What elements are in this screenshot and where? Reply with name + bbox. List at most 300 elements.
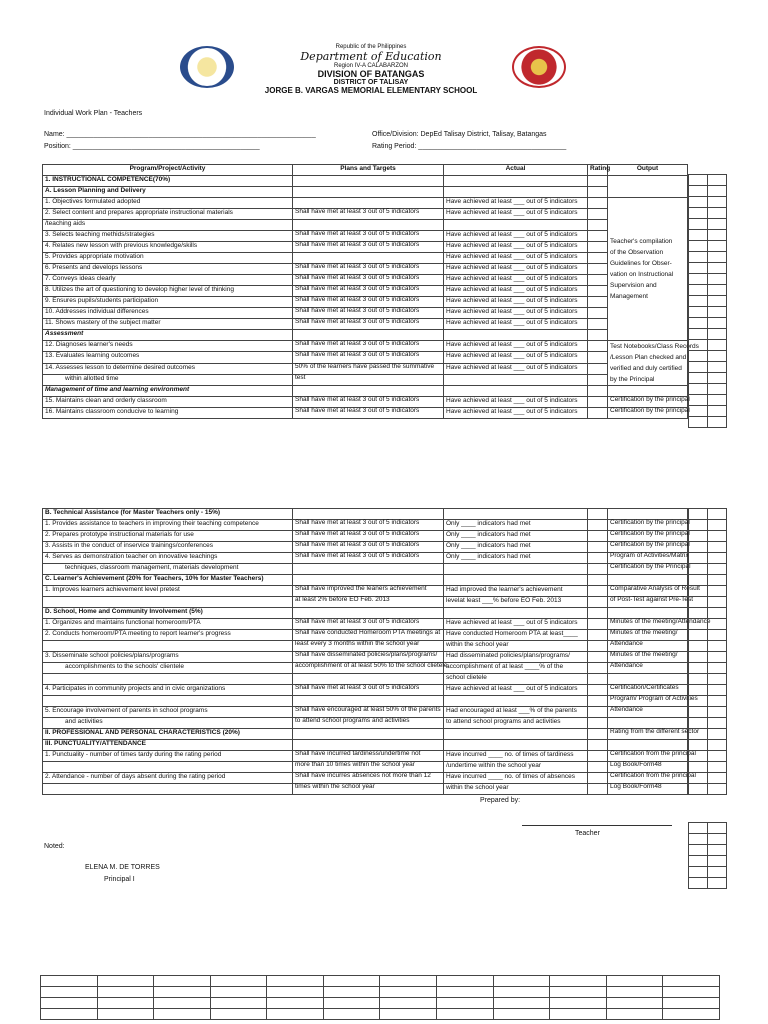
actual-cell bbox=[444, 220, 588, 231]
plans-cell bbox=[293, 330, 444, 341]
activity-cell bbox=[43, 696, 293, 707]
side-cell[interactable] bbox=[708, 318, 727, 329]
noted-label: Noted: bbox=[44, 843, 65, 850]
table-row bbox=[43, 586, 688, 597]
grid-cell[interactable] bbox=[323, 998, 380, 1009]
side-cell[interactable] bbox=[689, 230, 708, 241]
side-cell[interactable] bbox=[689, 285, 708, 296]
side-row bbox=[689, 663, 727, 674]
grid-cell[interactable] bbox=[437, 1009, 494, 1020]
grid-cell[interactable] bbox=[493, 1009, 550, 1020]
side-cell[interactable] bbox=[689, 241, 708, 252]
side-cell[interactable] bbox=[689, 175, 708, 186]
rating-cell[interactable] bbox=[588, 784, 608, 795]
grid-cell[interactable] bbox=[41, 1009, 98, 1020]
side-cell[interactable] bbox=[708, 823, 727, 834]
actual-cell: Have achieved at least ___ out of 5 indicators bbox=[444, 341, 588, 352]
table-row bbox=[43, 652, 688, 663]
rating-cell[interactable] bbox=[588, 308, 608, 319]
grid-cell[interactable] bbox=[210, 998, 267, 1009]
grid-cell[interactable] bbox=[154, 976, 211, 987]
rating-cell[interactable] bbox=[588, 542, 608, 553]
side-cell[interactable] bbox=[708, 751, 727, 762]
office-field: Office/Division: DepEd Talisay District, Talisay, Batangas bbox=[372, 131, 547, 138]
activity-cell: 2. Conducts homeroom/PTA meeting to report learner's progress bbox=[43, 630, 293, 641]
side-cell[interactable] bbox=[689, 329, 708, 340]
side-cell[interactable] bbox=[689, 274, 708, 285]
grid-cell[interactable] bbox=[267, 987, 324, 998]
side-cell[interactable] bbox=[689, 751, 708, 762]
side-cell[interactable] bbox=[708, 773, 727, 784]
rating-cell[interactable] bbox=[588, 397, 608, 408]
rating-cell[interactable] bbox=[588, 575, 608, 586]
side-cell[interactable] bbox=[708, 685, 727, 696]
rating-cell[interactable] bbox=[588, 564, 608, 575]
activity-cell: and activities bbox=[43, 718, 293, 729]
rating-cell[interactable] bbox=[588, 597, 608, 608]
side-cell[interactable] bbox=[689, 520, 708, 531]
rating-cell[interactable] bbox=[588, 608, 608, 619]
rating-cell[interactable] bbox=[588, 341, 608, 352]
activity-cell: 15. Maintains clean and orderly classroom bbox=[43, 397, 293, 408]
output-cell: Certification by the principal bbox=[608, 531, 688, 542]
side-cell[interactable] bbox=[708, 597, 727, 608]
grid-cell[interactable] bbox=[380, 987, 437, 998]
rating-cell[interactable] bbox=[588, 352, 608, 363]
grid-cell[interactable] bbox=[550, 1009, 607, 1020]
plans-cell: Shall have met at least 3 out of 5 indicators bbox=[293, 408, 444, 419]
side-cell[interactable] bbox=[708, 652, 727, 663]
grid-cell[interactable] bbox=[154, 1009, 211, 1020]
side-cell[interactable] bbox=[689, 406, 708, 417]
side-cell[interactable] bbox=[708, 307, 727, 318]
side-cell[interactable] bbox=[689, 718, 708, 729]
plans-cell: test bbox=[293, 374, 444, 385]
activity-cell: 4. Relates new lesson with previous knowledge/skills bbox=[43, 242, 293, 253]
side-cell[interactable] bbox=[689, 252, 708, 263]
actual-cell: Only ____ indicators had met bbox=[444, 531, 588, 542]
actual-cell bbox=[444, 176, 588, 187]
side-cell[interactable] bbox=[689, 608, 708, 619]
grid-cell[interactable] bbox=[41, 998, 98, 1009]
plans-cell: Shall have met at least 3 out of 5 indicators bbox=[293, 341, 444, 352]
grid-cell[interactable] bbox=[97, 976, 154, 987]
side-row bbox=[689, 652, 727, 663]
rating-cell[interactable] bbox=[588, 330, 608, 341]
activity-cell: Assessment bbox=[43, 330, 293, 341]
side-cell[interactable] bbox=[689, 685, 708, 696]
side-cell[interactable] bbox=[689, 373, 708, 384]
column-header: Plans and Targets bbox=[293, 165, 444, 176]
side-cell[interactable] bbox=[689, 351, 708, 362]
output-cell: Program of Activities/Matrix bbox=[608, 553, 688, 564]
side-cell[interactable] bbox=[689, 296, 708, 307]
side-cell[interactable] bbox=[708, 197, 727, 208]
grid-cell[interactable] bbox=[606, 976, 663, 987]
grid-cell[interactable] bbox=[323, 987, 380, 998]
plans-cell: Shall have met at least 3 out of 5 indicators bbox=[293, 297, 444, 308]
rating-cell[interactable] bbox=[588, 176, 608, 187]
actual-cell: school clietele bbox=[444, 674, 588, 685]
rating-cell[interactable] bbox=[588, 242, 608, 253]
activity-cell: 1. Punctuality - number of times tardy during the rating period bbox=[43, 751, 293, 762]
side-cell[interactable] bbox=[708, 230, 727, 241]
side-cell[interactable] bbox=[708, 674, 727, 685]
side-cell[interactable] bbox=[689, 823, 708, 834]
side-cell[interactable] bbox=[689, 729, 708, 740]
side-cell[interactable] bbox=[708, 834, 727, 845]
side-cell[interactable] bbox=[708, 696, 727, 707]
side-cell[interactable] bbox=[708, 395, 727, 406]
rating-cell[interactable] bbox=[588, 264, 608, 275]
side-cell[interactable] bbox=[689, 219, 708, 230]
actual-cell: Have achieved at least ___ out of 5 indicators bbox=[444, 685, 588, 696]
side-cell[interactable] bbox=[708, 641, 727, 652]
side-cell[interactable] bbox=[708, 340, 727, 351]
side-cell[interactable] bbox=[708, 586, 727, 597]
side-cell[interactable] bbox=[708, 784, 727, 795]
rating-cell[interactable] bbox=[588, 553, 608, 564]
side-cell[interactable] bbox=[689, 263, 708, 274]
rating-cell[interactable] bbox=[588, 319, 608, 330]
side-cell[interactable] bbox=[708, 175, 727, 186]
rating-cell[interactable] bbox=[588, 408, 608, 419]
rating-cell[interactable] bbox=[588, 275, 608, 286]
rating-cell[interactable] bbox=[588, 531, 608, 542]
side-cell[interactable] bbox=[708, 296, 727, 307]
side-cell[interactable] bbox=[689, 384, 708, 395]
side-cell[interactable] bbox=[689, 856, 708, 867]
side-cell[interactable] bbox=[689, 197, 708, 208]
side-cell[interactable] bbox=[689, 845, 708, 856]
side-cell[interactable] bbox=[708, 608, 727, 619]
plans-cell: Shall have met at least 3 out of 5 indicators bbox=[293, 264, 444, 275]
activity-cell: 12. Diagnoses learner's needs bbox=[43, 341, 293, 352]
activity-cell: 1. Organizes and maintains functional homeroom/PTA bbox=[43, 619, 293, 630]
side-cell[interactable] bbox=[708, 707, 727, 718]
grid-cell[interactable] bbox=[210, 987, 267, 998]
grid-cell[interactable] bbox=[663, 1009, 720, 1020]
side-cell[interactable] bbox=[689, 395, 708, 406]
side-cell[interactable] bbox=[708, 762, 727, 773]
side-cell[interactable] bbox=[689, 784, 708, 795]
side-cell[interactable] bbox=[708, 241, 727, 252]
side-cell[interactable] bbox=[689, 696, 708, 707]
table-row bbox=[43, 176, 688, 187]
grid-cell[interactable] bbox=[663, 976, 720, 987]
division-seal-logo bbox=[512, 46, 566, 88]
side-cell[interactable] bbox=[708, 718, 727, 729]
grid-cell[interactable] bbox=[493, 998, 550, 1009]
plans-cell: Shall have met at least 3 out of 5 indicators bbox=[293, 685, 444, 696]
side-cell[interactable] bbox=[689, 186, 708, 197]
side-cell[interactable] bbox=[689, 663, 708, 674]
side-row bbox=[689, 285, 727, 296]
side-cell[interactable] bbox=[689, 542, 708, 553]
table-row bbox=[43, 187, 688, 198]
actual-cell: Only ____ indicators had met bbox=[444, 520, 588, 531]
side-cell[interactable] bbox=[689, 773, 708, 784]
grid-cell[interactable] bbox=[437, 976, 494, 987]
rating-cell[interactable] bbox=[588, 253, 608, 264]
activity-cell: 9. Ensures pupils/students participation bbox=[43, 297, 293, 308]
grid-cell[interactable] bbox=[210, 976, 267, 987]
side-cell[interactable] bbox=[689, 619, 708, 630]
side-cell[interactable] bbox=[708, 564, 727, 575]
grid-cell[interactable] bbox=[154, 998, 211, 1009]
grid-cell[interactable] bbox=[380, 1009, 437, 1020]
output-cell bbox=[608, 386, 688, 397]
side-cell[interactable] bbox=[689, 834, 708, 845]
side-row bbox=[689, 252, 727, 263]
rating-cell[interactable] bbox=[588, 762, 608, 773]
side-cell[interactable] bbox=[708, 252, 727, 263]
grid-cell[interactable] bbox=[550, 987, 607, 998]
actual-cell: within the school year bbox=[444, 784, 588, 795]
output-cell bbox=[608, 718, 688, 729]
grid-cell[interactable] bbox=[41, 987, 98, 998]
grid-cell[interactable] bbox=[606, 1009, 663, 1020]
grid-cell[interactable] bbox=[97, 1009, 154, 1020]
grid-cell[interactable] bbox=[380, 998, 437, 1009]
rating-cell[interactable] bbox=[588, 509, 608, 520]
grid-cell[interactable] bbox=[606, 987, 663, 998]
side-cell[interactable] bbox=[689, 597, 708, 608]
side-cell[interactable] bbox=[689, 307, 708, 318]
side-cell[interactable] bbox=[689, 740, 708, 751]
side-cell[interactable] bbox=[708, 285, 727, 296]
rating-cell[interactable] bbox=[588, 652, 608, 663]
side-cell[interactable] bbox=[708, 384, 727, 395]
side-row bbox=[689, 834, 727, 845]
grid-cell[interactable] bbox=[323, 1009, 380, 1020]
plans-cell: Shall have conducted Homeroom PTA meetings at bbox=[293, 630, 444, 641]
rating-cell[interactable] bbox=[588, 740, 608, 751]
grid-cell[interactable] bbox=[550, 998, 607, 1009]
grid-cell[interactable] bbox=[267, 976, 324, 987]
side-cell[interactable] bbox=[689, 509, 708, 520]
rating-cell[interactable] bbox=[588, 696, 608, 707]
rating-cell[interactable] bbox=[588, 630, 608, 641]
table-row bbox=[43, 696, 688, 707]
side-cell[interactable] bbox=[708, 619, 727, 630]
plans-cell bbox=[293, 564, 444, 575]
grid-cell[interactable] bbox=[606, 998, 663, 1009]
side-cell[interactable] bbox=[689, 867, 708, 878]
side-cell[interactable] bbox=[708, 186, 727, 197]
grid-cell[interactable] bbox=[97, 998, 154, 1009]
activity-cell: 4. Participates in community projects and in civic organizations bbox=[43, 685, 293, 696]
plans-cell: to attend school programs and activities bbox=[293, 718, 444, 729]
rating-period-field[interactable]: Rating Period: ______________________________________ bbox=[372, 143, 567, 150]
output-cell: Minutes of the meeting/Attendance bbox=[608, 619, 688, 630]
grid-cell[interactable] bbox=[323, 976, 380, 987]
rating-cell[interactable] bbox=[588, 663, 608, 674]
side-row bbox=[689, 696, 727, 707]
rating-cell[interactable] bbox=[588, 198, 608, 209]
rating-cell[interactable] bbox=[588, 641, 608, 652]
plans-cell: Shall have met at least 3 out of 5 indicators bbox=[293, 542, 444, 553]
plans-cell: Shall have met at least 3 out of 5 indicators bbox=[293, 231, 444, 242]
side-row bbox=[689, 509, 727, 520]
side-cell[interactable] bbox=[689, 762, 708, 773]
side-row bbox=[689, 674, 727, 685]
side-cell[interactable] bbox=[708, 417, 727, 428]
table-row bbox=[43, 520, 688, 531]
rating-cell[interactable] bbox=[588, 297, 608, 308]
side-cell[interactable] bbox=[708, 878, 727, 889]
rating-cell[interactable] bbox=[588, 751, 608, 762]
table-row bbox=[43, 762, 688, 773]
side-cell[interactable] bbox=[689, 586, 708, 597]
side-cell[interactable] bbox=[708, 856, 727, 867]
side-cell[interactable] bbox=[689, 630, 708, 641]
grid-cell[interactable] bbox=[154, 987, 211, 998]
side-cell[interactable] bbox=[708, 219, 727, 230]
rating-cell[interactable] bbox=[588, 386, 608, 397]
side-row bbox=[689, 762, 727, 773]
side-cell[interactable] bbox=[708, 663, 727, 674]
side-cell[interactable] bbox=[708, 575, 727, 586]
output-cell bbox=[608, 575, 688, 586]
side-row bbox=[689, 329, 727, 340]
rating-cell[interactable] bbox=[588, 520, 608, 531]
rating-cell[interactable] bbox=[588, 586, 608, 597]
grid-cell[interactable] bbox=[380, 976, 437, 987]
table-row bbox=[43, 286, 688, 297]
table-row bbox=[43, 773, 688, 784]
side-cell[interactable] bbox=[689, 674, 708, 685]
side-cell[interactable] bbox=[689, 340, 708, 351]
rating-cell[interactable] bbox=[588, 363, 608, 374]
side-cell[interactable] bbox=[689, 553, 708, 564]
table-row bbox=[43, 718, 688, 729]
side-cell[interactable] bbox=[708, 362, 727, 373]
output-line: verified and duly certified bbox=[610, 365, 682, 372]
side-cell[interactable] bbox=[708, 406, 727, 417]
rating-cell[interactable] bbox=[588, 231, 608, 242]
side-row bbox=[689, 373, 727, 384]
rating-cell[interactable] bbox=[588, 773, 608, 784]
rating-cell[interactable] bbox=[588, 674, 608, 685]
side-cell[interactable] bbox=[689, 318, 708, 329]
side-cell[interactable] bbox=[689, 362, 708, 373]
rating-cell[interactable] bbox=[588, 707, 608, 718]
rating-cell[interactable] bbox=[588, 685, 608, 696]
side-row bbox=[689, 823, 727, 834]
side-cell[interactable] bbox=[708, 553, 727, 564]
output-cell: Certification from the principal bbox=[608, 751, 688, 762]
actual-cell bbox=[444, 608, 588, 619]
grid-cell[interactable] bbox=[267, 1009, 324, 1020]
side-row bbox=[689, 520, 727, 531]
actual-cell: to attend school programs and activities bbox=[444, 718, 588, 729]
output-cell: of Post-Test against Pre-Test bbox=[608, 597, 688, 608]
side-cell[interactable] bbox=[689, 652, 708, 663]
side-cell[interactable] bbox=[708, 867, 727, 878]
grid-cell[interactable] bbox=[437, 987, 494, 998]
side-cell[interactable] bbox=[708, 542, 727, 553]
side-row bbox=[689, 707, 727, 718]
grid-cell[interactable] bbox=[493, 987, 550, 998]
rating-cell[interactable] bbox=[588, 187, 608, 198]
plans-cell: Shall have met at least 3 out of 5 indicators bbox=[293, 209, 444, 220]
table-row bbox=[43, 209, 688, 220]
actual-cell: Have achieved at least ___ out of 5 indicators bbox=[444, 319, 588, 330]
side-cell[interactable] bbox=[708, 531, 727, 542]
output-line: /Lesson Plan checked and bbox=[610, 354, 687, 361]
rating-cell[interactable] bbox=[588, 718, 608, 729]
grid-cell[interactable] bbox=[437, 998, 494, 1009]
grid-cell[interactable] bbox=[663, 987, 720, 998]
side-cell[interactable] bbox=[708, 208, 727, 219]
side-cell[interactable] bbox=[689, 208, 708, 219]
side-row bbox=[689, 542, 727, 553]
side-cell[interactable] bbox=[708, 845, 727, 856]
activity-cell: 11. Shows mastery of the subject matter bbox=[43, 319, 293, 330]
activity-cell: A. Lesson Planning and Delivery bbox=[43, 187, 293, 198]
side-cell[interactable] bbox=[708, 329, 727, 340]
grid-cell[interactable] bbox=[210, 1009, 267, 1020]
grid-cell[interactable] bbox=[493, 976, 550, 987]
grid-cell[interactable] bbox=[97, 987, 154, 998]
grid-cell[interactable] bbox=[550, 976, 607, 987]
output-observation bbox=[608, 198, 688, 341]
side-cell[interactable] bbox=[708, 520, 727, 531]
side-cell[interactable] bbox=[689, 641, 708, 652]
plans-cell bbox=[293, 187, 444, 198]
side-cell[interactable] bbox=[708, 263, 727, 274]
rating-cell[interactable] bbox=[588, 286, 608, 297]
activity-cell: 5. Provides appropriate motivation bbox=[43, 253, 293, 264]
rating-cell[interactable] bbox=[588, 220, 608, 231]
rating-side-grid-3 bbox=[688, 822, 727, 889]
side-cell[interactable] bbox=[708, 729, 727, 740]
side-cell[interactable] bbox=[689, 707, 708, 718]
side-cell[interactable] bbox=[708, 274, 727, 285]
side-row bbox=[689, 641, 727, 652]
side-cell[interactable] bbox=[708, 630, 727, 641]
rating-cell[interactable] bbox=[588, 729, 608, 740]
name-field[interactable]: Name: ________________________________________________________________ bbox=[44, 131, 316, 138]
position-field[interactable]: Position: ________________________________________________ bbox=[44, 143, 260, 150]
side-cell[interactable] bbox=[708, 373, 727, 384]
side-cell[interactable] bbox=[708, 509, 727, 520]
output-line: of the Observation bbox=[610, 249, 664, 256]
rating-cell[interactable] bbox=[588, 374, 608, 385]
activity-cell: 1. INSTRUCTIONAL COMPETENCE(70%) bbox=[43, 176, 293, 187]
table-row bbox=[43, 220, 688, 231]
table-row bbox=[43, 242, 688, 253]
side-cell[interactable] bbox=[689, 531, 708, 542]
grid-cell[interactable] bbox=[41, 976, 98, 987]
grid-cell[interactable] bbox=[663, 998, 720, 1009]
plans-cell bbox=[293, 696, 444, 707]
rating-cell[interactable] bbox=[588, 619, 608, 630]
table-row bbox=[43, 674, 688, 685]
side-cell[interactable] bbox=[689, 575, 708, 586]
side-cell[interactable] bbox=[689, 417, 708, 428]
side-cell[interactable] bbox=[708, 351, 727, 362]
side-cell[interactable] bbox=[689, 564, 708, 575]
side-cell[interactable] bbox=[708, 740, 727, 751]
actual-cell bbox=[444, 330, 588, 341]
side-cell[interactable] bbox=[689, 878, 708, 889]
rating-cell[interactable] bbox=[588, 209, 608, 220]
grid-row bbox=[41, 987, 720, 998]
table-row bbox=[43, 619, 688, 630]
grid-cell[interactable] bbox=[267, 998, 324, 1009]
